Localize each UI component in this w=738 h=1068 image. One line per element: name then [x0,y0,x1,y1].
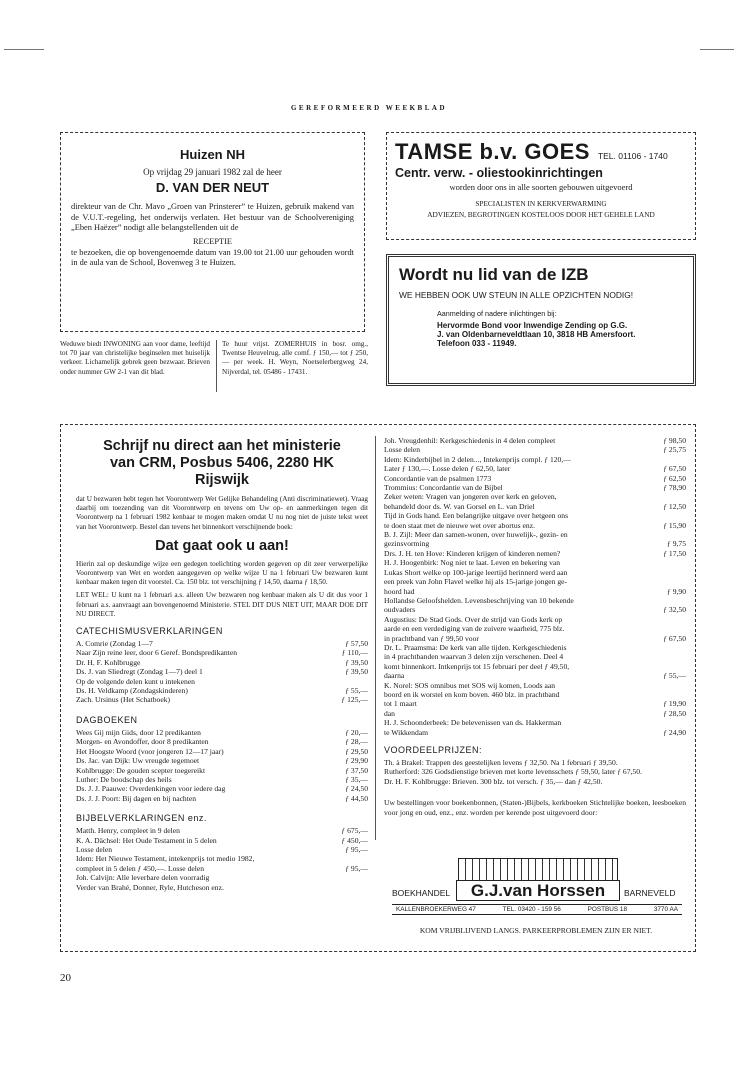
book-item-price: ƒ 62,50 [663,473,686,483]
book-item [384,436,686,445]
book-item-title: Losse delen [384,445,421,455]
book-item-price: ƒ 98,50 [663,436,686,445]
catechismus-item-title: A. Comrie (Zondag 1—7 [76,639,153,649]
tamse-line1: Centr. verw. - oliestookinrichtingen [395,166,603,180]
book-item [384,605,686,614]
catechismus-item [76,695,368,704]
crm-subtitle: Dat gaat ook u aan! [155,537,289,554]
page-edge-mark [4,49,44,50]
book-item-title: Hollandse Geloofshelden. Levensbeschrijving van 10 bekende [384,595,574,605]
crm-title3: Rijswijk [195,472,249,488]
book-item [384,709,686,718]
bijbel-item [76,883,368,892]
izb-line4: J. van Oldenbarneveldtlaan 10, 3818 HB Amersfoort. [437,329,636,339]
izb-line3: Hervormde Bond voor Inwendige Zending op G.G. [437,320,628,330]
book-item-price [683,492,686,501]
book-item [384,521,686,530]
dagboeken-heading: DAGBOEKEN [76,714,138,725]
bijbel-list [76,826,368,892]
bijbel-item-price [365,873,368,882]
small-ads-divider [216,340,217,392]
book-item [384,699,686,708]
book-item-price [683,596,686,605]
dagboek-item-title: Luther: De boodschap des heils [76,774,172,784]
catechismus-item [76,677,368,686]
dagboek-item-price: ƒ 35,— [345,774,368,784]
book-item [384,511,686,520]
dagboek-item [76,784,368,793]
dagboek-item-price: ƒ 28,— [345,737,368,747]
book-item [384,445,686,454]
book-item-title: een preek van John Flavel welke hij als 15-jarige jongen ge- [384,577,568,587]
voordeel-line: Rutherford: 326 Godsdienstige brieven met korte levensschets ƒ 59,50, later ƒ 67,50. [384,767,642,777]
horssen-postbus: POSTBUS 18 [587,906,628,913]
huizen-body2: te bezoeken, die op bovengenoemde datum van 19.00 tot 21.00 uur gehouden wordt in de aula van de School, Bovenweg 3 te Huizen. [71,247,354,267]
bijbel-item-title: Losse delen [76,844,113,854]
book-item-title: komt binnenkort. Intkenprijs tot 15 februari per deel ƒ 49,50, [384,661,570,671]
bijbel-item [76,836,368,845]
huizen-date: Op vrijdag 29 januari 1982 zal de heer [143,167,282,177]
book-item-price: ƒ 67,50 [663,464,686,474]
huizen-ad [60,132,365,332]
book-item-price [683,530,686,539]
horssen-logo [392,858,682,920]
small-ad-zomerhuis: Te huur vrijst. ZOMERHUIS in bosr. omg., Twentse Heuvelrug, alle comf. ƒ 150,— tot ƒ 250,— per week. H. Weyn, Noetselerbergweg 24, Nijverdal, tel. 05486 - 17431. [222,340,368,376]
book-item-price: ƒ 12,50 [663,501,686,511]
book-item [384,539,686,548]
book-item-title: Later ƒ 130,—. Losse delen ƒ 62,50, later [384,464,511,474]
horssen-name: G.J.van Horssen [456,880,620,901]
book-item [384,492,686,501]
footer-note: KOM VRIJBLIJVEND LANGS. PARKEERPROBLEMEN ZIJN ER NIET. [419,926,653,935]
book-item-price: ƒ 55,— [663,671,686,681]
crm-title1: Schrijf nu direct aan het ministerie [103,438,341,454]
bijbel-item-title: Matth. Henry, compleet in 9 delen [76,826,180,836]
catechismus-item-price: ƒ 110,— [341,648,368,658]
bijbel-item-title: compleet in 5 delen ƒ 450,—. Losse delen [76,863,205,873]
book-item-title: aarde en een verdediging van de zuivere waarheid, 775 blz. [384,624,565,634]
catechismus-item-price: ƒ 57,50 [345,639,368,649]
column-divider [375,436,376,840]
dagboek-item-title: Ds. J. J. Poort: Bij dagen en bij nachten [76,793,197,803]
catechismus-item [76,667,368,676]
tamse-tel: TEL. 01106 - 1740 [597,151,668,161]
book-item-title: H. J. Schoonderbeek: De belevenissen van ds. Hakkerman [384,718,562,728]
bijbel-item [76,864,368,873]
page-header: GEREFORMEERD WEEKBLAD [290,104,448,112]
catechismus-item-price: ƒ 39,50 [345,657,368,667]
dagboek-item-price: ƒ 29,90 [345,756,368,766]
book-item-title: boord en ik worstel en kom boven. 460 blz. in prachtband [384,689,560,699]
booklist-column [384,436,686,817]
horssen-tel: TEL. 03420 - 159 56 [502,906,561,913]
izb-ad [386,254,696,386]
book-item-price [683,681,686,690]
dagboek-item [76,794,368,803]
catechismus-item [76,639,368,648]
crm-title2: van CRM, Posbus 5406, 2280 HK [109,455,335,471]
dagboek-item [76,756,368,765]
book-item [384,577,686,586]
book-item-title: Concordantie van de psalmen 1773 [384,473,492,483]
small-ad-inwoning: Weduwe biedt INWONING aan voor dame, leeftijd tot 70 jaar van christelijke beginselen met huiselijk verkeer. Lichamelijk gebrek geen bezwaar. Brieven onder nummer GW 2-1 van dit blad. [60,340,210,376]
catechismus-item-price [365,677,368,686]
dagboek-item [76,775,368,784]
voordeel-heading: VOORDEELPRIJZEN: [384,745,483,755]
bijbel-item-title: Joh. Calvijn: Alle leverbare delen voorradig [76,873,210,883]
book-item-price [683,718,686,727]
book-item-price [683,662,686,671]
tamse-line4: ADVIEZEN, BEGROTINGEN KOSTELOOS DOOR HET GEHELE LAND [427,210,655,219]
izb-line1: WE HEBBEN OOK UW STEUN IN ALLE OPZICHTEN NODIG! [399,290,634,300]
book-item [384,455,686,464]
dagboeken-list [76,728,368,803]
bestel-text: Uw bestellingen voor boekenbonnen, (Staten-)Bijbels, kerkboeken Stichtelijke boeken, leesboeken voor jong en oud, enz., enz. worden per kerende post uitgevoerd door: [384,798,686,817]
book-item-price [683,568,686,577]
catechismus-item [76,686,368,695]
book-item-title: K. Norel: SOS omnibus met SOS wij komen, Loods aan [384,680,556,690]
book-item [384,681,686,690]
book-item-price: ƒ 32,50 [663,605,686,615]
book-item-price [683,615,686,624]
book-item [384,558,686,567]
huizen-body: direkteur van de Chr. Mavo „Groen van Prinsterer” te Huizen, gebruik makend van de V.U.T.-regeling, het onderwijs verlaten. Het bestuur van de Schoolvereniging „Eben Haëzer” nodigt alle belangstellenden uit de [71,202,354,232]
book-item [384,464,686,473]
book-item-price: ƒ 15,90 [663,520,686,530]
book-item-title: in 4 prachtbanden waarvan 3 delen zijn verschenen. Deel 4 [384,652,564,662]
book-item-title: in prachtband van ƒ 99,50 voor [384,633,479,643]
book-item-price [683,455,686,464]
page-number: 20 [60,972,71,984]
horssen-address-bar [392,904,682,915]
catechismus-heading: CATECHISMUSVERKLARINGEN [76,626,223,637]
dagboek-item-price: ƒ 37,50 [345,765,368,775]
book-item [384,652,686,661]
crm-para1: dat U bezwaren hebt tegen het Voorontwerp Wet Gelijke Behandeling (Anti discriminatiewet). Vraag daarbij om toezending van dit Voorontwerp en tevens om Uw op- en aanmerkingen tegen dit Voorontwerp na 1 februari 1982 kenbaar te mogen maken omdat U nu nog niet de juiste tekst weet van het Voorontwerp. Bestel dan tevens het binnenkort verschijnende boek: [76,495,368,531]
dagboek-item-title: Ds. J. J. Paauwe: Overdenkingen voor iedere dag [76,784,226,794]
catechismus-item-title: Dr. H. F. Kohlbrugge [76,657,141,667]
bijbel-item-title: Idem: Het Nieuwe Testament, intekenprijs tot medio 1982, [76,854,255,864]
huizen-title: Huizen NH [180,147,245,162]
book-item-price: ƒ 17,50 [663,548,686,558]
dagboek-item-title: Morgen- en Avondoffer, door 8 predikanten [76,737,209,747]
book-item [384,634,686,643]
book-item [384,671,686,680]
crm-column [76,438,368,892]
book-item-title: Tijd in Gods hand. Een belangrijke uitgave over hetgeen ons [384,511,569,521]
book-item-title: hoord had [384,586,415,596]
bijbel-item-price [365,854,368,863]
book-item-price [683,511,686,520]
catechismus-item-title: Naar Zijn reine leer, door 6 Geref. Bondspredikanten [76,648,237,658]
izb-line2: Aanmelding of nadere inlichtingen bij: [437,308,557,318]
bijbel-item [76,826,368,835]
book-item-title: daarna [384,671,405,681]
page-edge-mark [700,49,734,50]
crm-para2: Hierin zal op deskundige wijze een gedegen toelichting worden gegeven op dit zeer verwerpelijke Voorontwerp van Wet en worden aangegeven op welke wijze U na 1 februari Uw bezwaren kunt kenbaar maken tegen dit voorstel. Ca. 150 blz. tot verschijning ƒ 14,50, daarna ƒ 18,50. [76,559,368,587]
book-item [384,662,686,671]
bijbel-heading: BIJBELVERKLARINGEN enz. [76,813,207,824]
dagboek-item-title: Het Hoogste Woord (voor jongeren 12—17 jaar) [76,746,224,756]
book-item-price: ƒ 28,50 [663,708,686,718]
dagboek-item-price: ƒ 24,50 [345,784,368,794]
dagboek-item [76,747,368,756]
book-item-price: ƒ 9,90 [667,586,686,596]
book-list [384,436,686,737]
book-item [384,502,686,511]
catechismus-item-title: Op de volgende delen kunt u intekenen [76,676,195,686]
book-item-title: Zeker weten: Vragen van jongeren over kerk en geloven, [384,492,557,502]
tamse-line3: SPECIALISTEN IN KERKVERWARMING [475,199,607,208]
book-item [384,728,686,737]
catechismus-item-price: ƒ 125,— [341,695,368,705]
dagboek-item-price: ƒ 29,50 [345,746,368,756]
dagboek-item [76,737,368,746]
book-item-title: Dr. L. Praamsma: De kerk van alle tijden. Kerkgeschiedenis [384,642,567,652]
catechismus-item [76,648,368,657]
catechismus-item-title: Ds. H. Veldkamp (Zondagskinderen) [76,686,188,696]
book-item-title: Joh. Vreugdenhil: Kerkgeschiedenis in 4 delen compleet [384,436,556,445]
huizen-receptie: RECEPTIE [192,236,233,246]
book-item [384,624,686,633]
book-item-title: oudvaders [384,605,416,615]
book-item-title: te doen staat met de nieuwe wet over abortus enz. [384,520,535,530]
book-item-title: Trommius: Concordantie van de Bijbel [384,483,503,493]
bijbel-item [76,873,368,882]
dagboek-item [76,766,368,775]
bijbel-item-price: ƒ 95,— [345,844,368,854]
voordeel-line: Th. à Brakel: Trappen des geestelijken levens ƒ 32,50. Na 1 februari ƒ 39,50. [384,758,618,767]
bijbel-item [76,845,368,854]
book-item [384,615,686,624]
voordeel-line: Dr. H. F. Kohlbrugge: Brieven. 300 blz. tot versch. ƒ 35,— dan ƒ 42,50. [384,776,603,786]
book-item-price [683,577,686,586]
dagboek-item [76,728,368,737]
book-item [384,643,686,652]
book-item-price: ƒ 24,90 [663,727,686,737]
book-item-price: ƒ 19,90 [663,699,686,709]
book-item-title: te Wikkendam [384,727,429,737]
book-item [384,718,686,727]
book-item-price: ƒ 9,75 [667,539,686,549]
book-item-price: ƒ 67,50 [663,633,686,643]
book-item [384,568,686,577]
tamse-ad [386,132,696,240]
dagboek-item-title: Ds. Jac. van Dijk: Uw vreugde tegemoet [76,756,200,766]
dagboek-item-price: ƒ 20,— [345,727,368,737]
catechismus-item-title: Zach. Ursinus (Het Schatboek) [76,695,171,705]
bijbel-item [76,854,368,863]
catechismus-item-title: Ds. J. van Sliedregt (Zondag 1—7) deel 1 [76,667,203,677]
book-item-price: ƒ 25,75 [663,445,686,455]
dagboek-item-title: Kohlbrugge: De gouden scepter toegereikt [76,765,206,775]
book-item-price: ƒ 78,90 [663,483,686,493]
horssen-postcode: 3770 AA [653,906,678,913]
tamse-name: TAMSE b.v. GOES [395,139,590,164]
book-item [384,474,686,483]
bijbel-item-price [365,883,368,892]
book-item-price [683,652,686,661]
tamse-line2: worden door ons in alle soorten gebouwen uitgevoerd [449,182,633,192]
book-item [384,483,686,492]
book-item [384,587,686,596]
bijbel-item-price: ƒ 450,— [341,835,368,845]
bijbel-item-price: ƒ 675,— [341,826,368,836]
book-item [384,549,686,558]
book-item-title: H. J. Hoogenbirk: Nog niet te laat. Leven en bekering van [384,558,561,568]
catechismus-item-price: ƒ 55,— [345,686,368,696]
izb-line5: Telefoon 033 - 11949. [437,338,517,348]
bijbel-item-title: Verder van Brahé, Donner, Ryle, Hutcheson enz. [76,882,224,892]
book-item [384,690,686,699]
bijbel-item-price: ƒ 95,— [345,863,368,873]
book-item-price [683,624,686,633]
crm-para3: LET WEL: U kunt na 1 februari a.s. alleen Uw bezwaren nog kenbaar maken als U dit dus voor 1 februari a.s. aanvraagt aan bovengenoemd Ministerie. STEL DIT DUS NIET UIT, MAAR DOE DIT NU DIRECT. [76,591,368,618]
horssen-left: BOEKHANDEL [392,888,451,898]
horssen-addr: KALLENBROEKERWEG 47 [396,906,476,913]
bijbel-item-title: K. A. Dächsel: Het Oude Testament in 5 delen [76,835,217,845]
book-item-title: B. J. Zijl: Meer dan samen-wonen, over huwelijk-, gezin- en [384,530,568,540]
book-item-price [683,690,686,699]
dagboek-item-title: Wees Gij mijn Gids, door 12 predikanten [76,727,201,737]
book-item-title: Augustius: De Stad Gods. Over de strijd van Gods kerk op [384,614,563,624]
book-item [384,530,686,539]
catechismus-item-price: ƒ 39,50 [345,667,368,677]
dagboek-item-price: ƒ 44,50 [345,793,368,803]
catechismus-list [76,639,368,705]
book-item-title: behandeld door ds. W. van Gorsel en L. van Driel [384,501,535,511]
book-item-price [683,558,686,567]
book-item-title: Idem: Kinderbijbel in 2 delen..., Intekenprijs compl. ƒ 120,— [384,454,571,464]
book-item-title: dan [384,708,395,718]
book-item-title: Lukas Short welke op 100-jarige leertijd herinnerd werd aan [384,567,568,577]
huizen-name: D. VAN DER NEUT [155,180,270,195]
horssen-right: BARNEVELD [624,888,676,898]
book-item [384,596,686,605]
book-item-title: Drs. J. H. ten Hove: Kinderen krijgen of kinderen nemen? [384,548,561,558]
book-item-price [683,643,686,652]
book-item-title: tot 1 maart [384,699,417,709]
catechismus-item [76,658,368,667]
book-item-title: gezinsvorming [384,539,430,549]
izb-title: Wordt nu lid van de IZB [399,265,589,284]
